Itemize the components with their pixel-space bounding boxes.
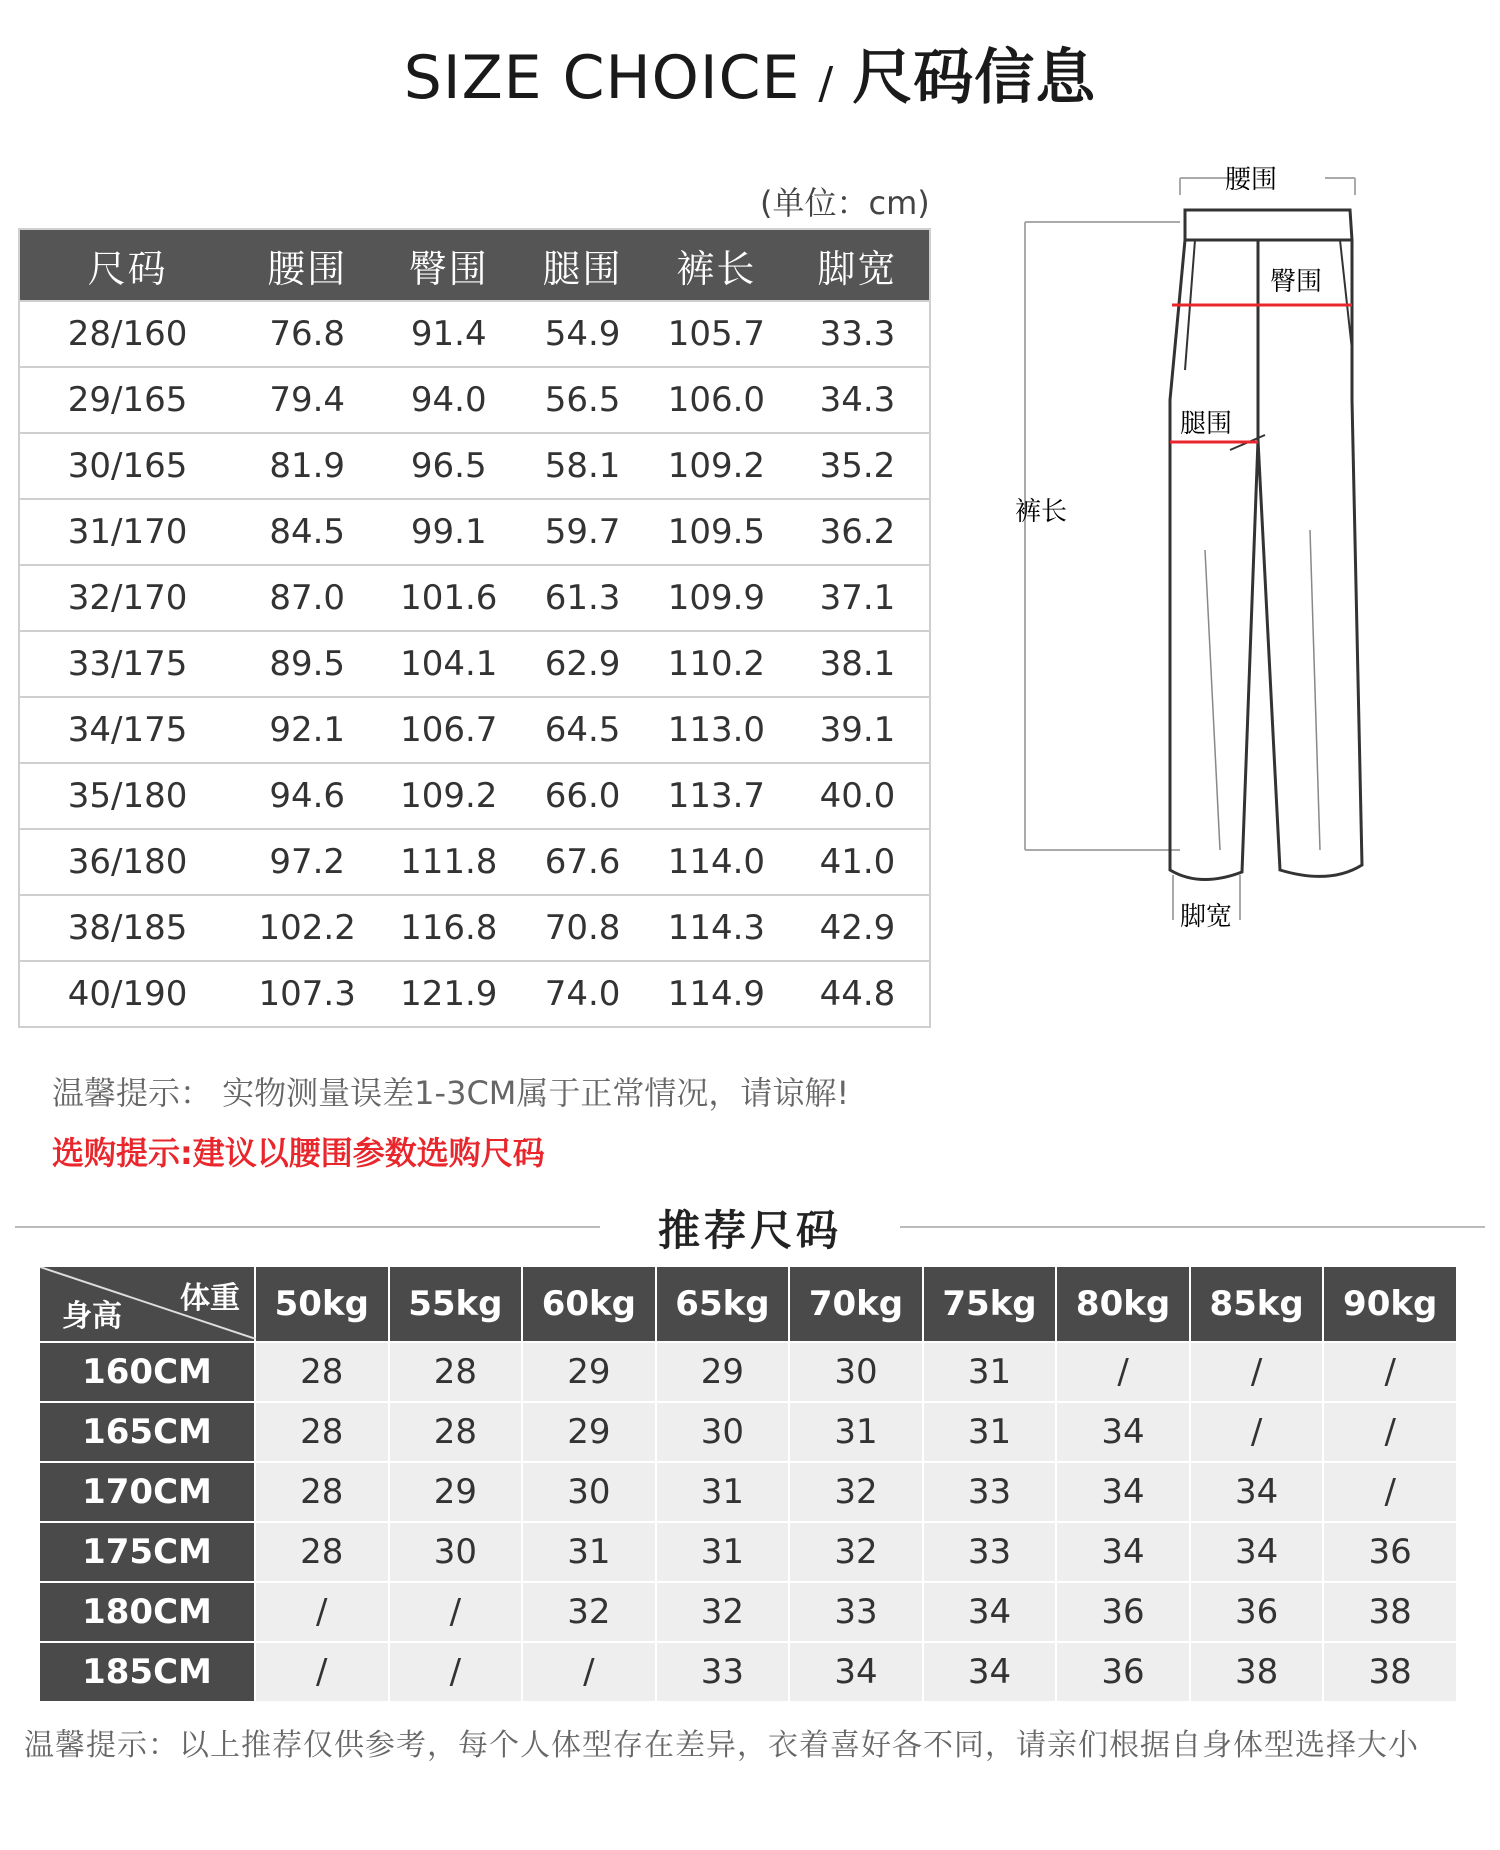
recommend-cell: 31 [522, 1522, 656, 1582]
weight-header-cell: 50kg [255, 1266, 389, 1342]
size-cell: 34.3 [786, 367, 930, 433]
recommend-cell: 34 [1056, 1402, 1190, 1462]
title-separator: / [818, 58, 835, 109]
table-row [19, 499, 930, 565]
size-cell: 101.6 [379, 565, 518, 631]
page-title [0, 30, 1500, 116]
size-cell: 97.2 [235, 829, 379, 895]
weight-header-cell: 65kg [656, 1266, 790, 1342]
hip-label: 臀围 [1270, 267, 1323, 297]
size-cell: 32/170 [19, 565, 235, 631]
table-row [19, 367, 930, 433]
heading-divider-left [15, 1226, 635, 1228]
size-cell: 64.5 [518, 697, 647, 763]
recommend-cell: 38 [1190, 1642, 1324, 1702]
size-cell: 40.0 [786, 763, 930, 829]
weight-header-cell: 70kg [789, 1266, 923, 1342]
size-cell: 38/185 [19, 895, 235, 961]
size-cell: 84.5 [235, 499, 379, 565]
recommend-cell: 28 [389, 1402, 523, 1462]
recommend-cell: 28 [255, 1402, 389, 1462]
size-cell: 94.6 [235, 763, 379, 829]
size-header-cell: 臀围 [379, 229, 518, 301]
size-cell: 92.1 [235, 697, 379, 763]
length-label: 裤长 [1015, 497, 1068, 527]
recommend-cell: 36 [1190, 1582, 1324, 1642]
height-row-header: 160CM [39, 1342, 255, 1402]
recommend-cell: 32 [522, 1582, 656, 1642]
size-cell: 66.0 [518, 763, 647, 829]
size-table-body [19, 301, 930, 1027]
recommend-cell: 32 [789, 1462, 923, 1522]
size-cell: 42.9 [786, 895, 930, 961]
recommend-cell: 34 [1056, 1522, 1190, 1582]
size-cell: 61.3 [518, 565, 647, 631]
size-header-cell: 腿围 [518, 229, 647, 301]
recommend-cell: 32 [789, 1522, 923, 1582]
size-cell: 44.8 [786, 961, 930, 1027]
title-chinese: 尺码信息 [852, 43, 1097, 113]
size-cell: 31/170 [19, 499, 235, 565]
table-row [39, 1522, 1457, 1582]
table-row [39, 1582, 1457, 1642]
recommend-table-header [39, 1266, 1457, 1342]
recommend-cell: 34 [1190, 1462, 1324, 1522]
height-row-header: 180CM [39, 1582, 255, 1642]
length-dimension [1025, 222, 1180, 850]
size-cell: 116.8 [379, 895, 518, 961]
recommend-cell: 33 [923, 1522, 1057, 1582]
size-cell: 36/180 [19, 829, 235, 895]
size-table [18, 228, 931, 1028]
weight-header-cell: 60kg [522, 1266, 656, 1342]
recommend-cell: / [1323, 1342, 1457, 1402]
recommend-cell: 34 [923, 1582, 1057, 1642]
hem-label: 脚宽 [1180, 902, 1233, 930]
size-cell: 99.1 [379, 499, 518, 565]
size-cell: 106.7 [379, 697, 518, 763]
recommend-cell: 33 [656, 1642, 790, 1702]
size-cell: 35/180 [19, 763, 235, 829]
size-cell: 91.4 [379, 301, 518, 367]
height-row-header: 185CM [39, 1642, 255, 1702]
unit-label: (单位：cm) [760, 184, 930, 222]
size-cell: 94.0 [379, 367, 518, 433]
size-cell: 114.9 [647, 961, 786, 1027]
size-cell: 113.0 [647, 697, 786, 763]
size-cell: 62.9 [518, 631, 647, 697]
recommend-cell: 36 [1056, 1642, 1190, 1702]
table-row [39, 1342, 1457, 1402]
recommend-cell: / [255, 1582, 389, 1642]
size-cell: 79.4 [235, 367, 379, 433]
recommend-cell: / [1190, 1402, 1324, 1462]
size-header-cell: 裤长 [647, 229, 786, 301]
weight-axis-label: 体重 [180, 1281, 240, 1316]
size-cell: 111.8 [379, 829, 518, 895]
size-cell: 105.7 [647, 301, 786, 367]
size-cell: 67.6 [518, 829, 647, 895]
height-row-header: 170CM [39, 1462, 255, 1522]
recommend-cell: 38 [1323, 1582, 1457, 1642]
size-cell: 59.7 [518, 499, 647, 565]
pants-outline [1170, 210, 1362, 880]
recommend-cell: 32 [656, 1582, 790, 1642]
weight-header-cell: 85kg [1190, 1266, 1324, 1342]
heading-divider-right [865, 1226, 1485, 1228]
table-row [19, 433, 930, 499]
size-cell: 70.8 [518, 895, 647, 961]
table-row [19, 565, 930, 631]
recommend-cell: 30 [656, 1402, 790, 1462]
table-corner [39, 1266, 255, 1342]
recommend-cell: 34 [923, 1642, 1057, 1702]
size-cell: 40/190 [19, 961, 235, 1027]
recommend-cell: 34 [789, 1642, 923, 1702]
table-row [19, 829, 930, 895]
recommend-cell: 30 [389, 1522, 523, 1582]
size-cell: 96.5 [379, 433, 518, 499]
recommend-cell: 31 [789, 1402, 923, 1462]
size-cell: 36.2 [786, 499, 930, 565]
size-cell: 109.5 [647, 499, 786, 565]
size-cell: 38.1 [786, 631, 930, 697]
size-cell: 56.5 [518, 367, 647, 433]
recommend-cell: 30 [522, 1462, 656, 1522]
size-cell: 102.2 [235, 895, 379, 961]
recommend-cell: 31 [656, 1522, 790, 1582]
size-cell: 76.8 [235, 301, 379, 367]
size-cell: 35.2 [786, 433, 930, 499]
size-cell: 39.1 [786, 697, 930, 763]
size-cell: 81.9 [235, 433, 379, 499]
table-row [19, 763, 930, 829]
size-cell: 34/175 [19, 697, 235, 763]
recommend-table-body [39, 1342, 1457, 1702]
recommend-cell: 28 [255, 1342, 389, 1402]
recommend-cell: 38 [1323, 1642, 1457, 1702]
size-cell: 87.0 [235, 565, 379, 631]
table-row [19, 895, 930, 961]
size-cell: 113.7 [647, 763, 786, 829]
size-cell: 30/165 [19, 433, 235, 499]
table-row [19, 961, 930, 1027]
title-english: SIZE CHOICE [403, 43, 801, 113]
size-header-cell: 腰围 [235, 229, 379, 301]
weight-header-cell: 80kg [1056, 1266, 1190, 1342]
size-cell: 54.9 [518, 301, 647, 367]
recommend-cell: 33 [789, 1582, 923, 1642]
size-cell: 28/160 [19, 301, 235, 367]
size-cell: 109.9 [647, 565, 786, 631]
recommend-cell: 31 [656, 1462, 790, 1522]
size-cell: 109.2 [379, 763, 518, 829]
size-cell: 114.3 [647, 895, 786, 961]
size-cell: 107.3 [235, 961, 379, 1027]
recommend-cell: 29 [522, 1342, 656, 1402]
recommend-cell: 33 [923, 1462, 1057, 1522]
size-header-cell: 脚宽 [786, 229, 930, 301]
size-cell: 58.1 [518, 433, 647, 499]
size-cell: 33.3 [786, 301, 930, 367]
purchase-tip: 选购提示:建议以腰围参数选购尺码 [52, 1134, 545, 1172]
weight-header-cell: 55kg [389, 1266, 523, 1342]
recommend-cell: / [389, 1642, 523, 1702]
table-row [39, 1642, 1457, 1702]
size-cell: 37.1 [786, 565, 930, 631]
recommend-cell: 34 [1190, 1522, 1324, 1582]
table-row [19, 301, 930, 367]
height-row-header: 165CM [39, 1402, 255, 1462]
recommend-note: 温馨提示：以上推荐仅供参考，每个人体型存在差异，衣着喜好各不同，请亲们根据自身体型选择大小 [24, 1728, 1419, 1763]
recommend-table [38, 1265, 1458, 1703]
size-header-cell: 尺码 [19, 229, 235, 301]
recommend-cell: 30 [789, 1342, 923, 1402]
size-cell: 41.0 [786, 829, 930, 895]
recommend-cell: / [1190, 1342, 1324, 1402]
recommend-cell: / [255, 1642, 389, 1702]
weight-header-cell: 90kg [1323, 1266, 1457, 1342]
recommend-cell: 34 [1056, 1462, 1190, 1522]
recommend-cell: 29 [522, 1402, 656, 1462]
recommend-cell: 28 [255, 1462, 389, 1522]
table-row [39, 1462, 1457, 1522]
recommend-cell: 29 [389, 1462, 523, 1522]
size-cell: 110.2 [647, 631, 786, 697]
recommend-cell: 36 [1056, 1582, 1190, 1642]
recommend-cell: / [1323, 1462, 1457, 1522]
waist-label: 腰围 [1225, 165, 1278, 195]
recommend-cell: / [522, 1642, 656, 1702]
size-table-header [19, 229, 930, 301]
thigh-label: 腿围 [1180, 409, 1233, 439]
recommend-cell: / [1056, 1342, 1190, 1402]
size-cell: 74.0 [518, 961, 647, 1027]
table-row [19, 697, 930, 763]
size-cell: 114.0 [647, 829, 786, 895]
size-cell: 106.0 [647, 367, 786, 433]
recommend-cell: 28 [389, 1342, 523, 1402]
size-cell: 104.1 [379, 631, 518, 697]
recommend-cell: 31 [923, 1342, 1057, 1402]
recommend-cell: 29 [656, 1342, 790, 1402]
pants-diagram [980, 150, 1500, 930]
table-row [39, 1402, 1457, 1462]
size-cell: 29/165 [19, 367, 235, 433]
height-row-header: 175CM [39, 1522, 255, 1582]
size-cell: 109.2 [647, 433, 786, 499]
recommend-title: 推荐尺码 [600, 1198, 900, 1258]
height-axis-label: 身高 [62, 1299, 122, 1334]
size-cell: 89.5 [235, 631, 379, 697]
recommend-cell: / [1323, 1402, 1457, 1462]
weight-header-cell: 75kg [923, 1266, 1057, 1342]
recommend-cell: 36 [1323, 1522, 1457, 1582]
size-cell: 33/175 [19, 631, 235, 697]
table-row [19, 631, 930, 697]
recommend-cell: 31 [923, 1402, 1057, 1462]
measurement-tip: 温馨提示： 实物测量误差1-3CM属于正常情况，请谅解! [52, 1074, 850, 1112]
recommend-cell: 28 [255, 1522, 389, 1582]
recommend-cell: / [389, 1582, 523, 1642]
size-cell: 121.9 [379, 961, 518, 1027]
